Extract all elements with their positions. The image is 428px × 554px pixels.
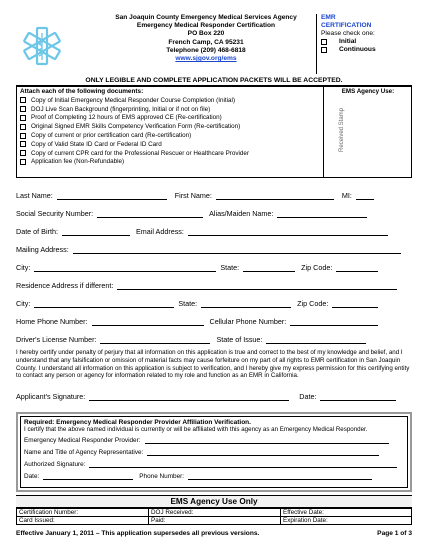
affil-phone-input[interactable] [188,473,372,480]
email-label: Email Address: [135,227,184,236]
attachment-checkbox[interactable] [20,133,26,139]
attachment-label: Copy of Initial Emergency Medical Responder Course Completion (Initial) [31,96,236,104]
mi-input[interactable] [356,192,374,200]
dob-row [16,227,412,236]
zip2-input[interactable] [332,300,378,308]
paid-label: Paid: [151,517,166,524]
applicant-signature-input[interactable] [89,393,289,401]
effective-date-label: Effective Date: [283,509,324,516]
affil-date-input[interactable] [43,473,133,480]
option-initial [321,38,412,46]
agency-use-table [16,508,412,525]
card-issued-label: Card Issued: [19,517,55,524]
city2-row [16,299,412,308]
city-label: City: [16,263,31,272]
agency-name: San Joaquin County Emergency Medical Services Agency [115,14,297,21]
attachment-label: DOJ Live Scan Background (fingerprinting, Initial or if not on file) [31,105,211,113]
representative-input[interactable] [147,449,379,456]
attachment-item [20,158,320,167]
emr-title: EMR [321,14,336,21]
attachment-label: Original Signed EMR Skills Competency Verification Form (Re-certification) [31,123,241,131]
ssn-input[interactable] [97,210,203,218]
affil-date-row [24,473,404,480]
residence-input[interactable] [117,282,397,290]
table-row [17,517,412,525]
authorized-signature-label: Authorized Signature: [24,461,86,469]
attachment-label: Copy of current CPR card for the Professional Rescuer or Healthcare Provider [31,149,250,157]
state-issue-label: State of Issue: [216,335,263,344]
zip-label: Zip Code: [301,263,333,272]
cell-phone-input[interactable] [290,318,378,326]
dob-label: Date of Birth: [16,227,58,236]
attachments-box [16,86,412,178]
attachment-label: Application fee (Non-Refundable) [31,158,125,166]
agency-use-title: EMS Agency Use Only [16,495,412,508]
attachment-item [20,96,320,105]
state2-label: State: [178,299,198,308]
license-input[interactable] [100,336,210,344]
attachment-item [20,105,320,114]
provider-row [24,437,404,444]
attachment-checkbox[interactable] [20,115,26,121]
city2-input[interactable] [34,300,174,308]
state-issue-input[interactable] [266,336,366,344]
affiliation-box [16,412,412,492]
legibility-notice: ONLY LEGIBLE AND COMPLETE APPLICATION PACKETS WILL BE ACCEPTED. [16,77,412,86]
city-input[interactable] [34,264,216,272]
attachment-checkbox[interactable] [20,106,26,112]
attachment-item [20,122,320,131]
star-of-life-logo [20,24,64,68]
po-box: PO Box 220 [187,30,225,38]
affil-phone-label: Phone Number: [139,473,185,481]
last-name-label: Last Name: [16,191,53,200]
first-name-label: First Name: [174,191,212,200]
state-label: State: [220,263,240,272]
affiliation-certify-text: I certify that the above named individual is currently or will be affiliated with this agency as an Emergency Medical Responder. [24,426,368,433]
phone-row [16,317,412,326]
signature-date-label: Date: [299,392,317,401]
agency-use-section [16,495,412,525]
provider-input[interactable] [145,437,389,444]
check-one-prompt: Please check one: [321,30,375,37]
signature-date-input[interactable] [320,393,396,401]
footer [16,530,412,537]
signature-row [16,392,412,401]
alias-input[interactable] [277,210,367,218]
home-phone-label: Home Phone Number: [16,317,88,326]
option-continuous [321,46,412,54]
attachments-list [20,96,320,166]
state-input[interactable] [243,264,295,272]
name-row [16,191,412,200]
dob-input[interactable] [62,228,130,236]
residence-row [16,281,412,290]
emr-certification-box [316,14,412,74]
state2-input[interactable] [201,300,291,308]
attachment-checkbox[interactable] [20,141,26,147]
header [16,14,412,74]
phone-line: Telephone (209) 468-6818 [166,46,246,54]
mi-label: MI: [341,191,352,200]
attachment-label: Copy of current or prior certification card (Re-certification) [31,132,192,140]
mailing-label: Mailing Address: [16,245,69,254]
website-link[interactable]: www.sjgov.org/ems [175,55,237,63]
table-row [17,509,412,517]
attachment-item [20,114,320,123]
city-line: French Camp, CA 95231 [168,38,244,46]
continuous-checkbox[interactable] [321,47,327,53]
received-stamp-label: Received Stamp [339,107,346,153]
affiliation-required-heading: Required: Emergency Medical Responder Provider Affiliation Verification. [24,419,251,426]
first-name-input[interactable] [216,192,334,200]
alias-label: Alias/Maiden Name: [209,209,274,218]
city2-label: City: [16,299,31,308]
residence-label: Residence Address if different: [16,281,114,290]
effective-notice: Effective January 1, 2011 – This application supersedes all previous versions. [16,530,260,537]
attachment-checkbox[interactable] [20,124,26,130]
initial-label: Initial [339,38,357,45]
certification-statement: I hereby certify under penalty of perjury that all information on this application is true and correct to the best of my knowledge and belief, and I understand that any falsification or omission of material facts may cause forfeiture on my part of all rights to EMR certification in San Joaquin County. I understand all information on this application is subject to verification, and I hereby give my express permission for this certifying entity to contact any person or agency for information related to my role and function as an EMR in California. [16,349,410,380]
ssn-label: Social Security Number: [16,209,94,218]
mailing-input[interactable] [73,246,401,254]
representative-row [24,449,404,456]
attachment-checkbox[interactable] [20,97,26,103]
affil-date-label: Date: [24,473,40,481]
program-name: Emergency Medical Responder Certification [136,22,276,30]
attachment-item [20,149,320,158]
attachment-label: Copy of Valid State ID Card or Federal ID Card [31,140,162,148]
ssn-row [16,209,412,218]
representative-label: Name and Title of Agency Representative: [24,449,144,457]
applicant-signature-label: Applicant's Signature: [16,392,86,401]
zip-input[interactable] [336,264,378,272]
provider-label: Emergency Medical Responder Provider: [24,437,141,445]
application-page [16,14,412,542]
page-number: Page 1 of 3 [377,530,412,537]
certification-title: CERTIFICATION [321,22,372,29]
affiliation-inner [20,416,408,488]
license-row [16,335,412,344]
attachments-heading: Attach each of the following documents: [20,88,144,95]
attachment-checkbox[interactable] [20,159,26,165]
license-label: Driver's License Number: [16,335,97,344]
cell-phone-label: Cellular Phone Number: [209,317,287,326]
mailing-row [16,245,412,254]
city-row [16,263,412,272]
initial-checkbox[interactable] [321,39,327,45]
cert-number-label: Certification Number: [19,509,79,516]
ems-agency-use-label: EMS Agency Use: [341,88,395,95]
attachment-item [20,131,320,140]
last-name-input[interactable] [57,192,167,200]
attachment-label: Proof of Completing 12 hours of EMS approved CE (Re-certification) [31,114,222,122]
agency-address-block [86,14,326,63]
continuous-label: Continuous [339,46,376,53]
email-input[interactable] [188,228,388,236]
zip2-label: Zip Code: [297,299,329,308]
ems-agency-use-column [323,87,412,177]
attachment-checkbox[interactable] [20,150,26,156]
home-phone-input[interactable] [92,318,204,326]
authorized-signature-row [24,461,404,468]
doj-received-label: DOJ Received: [151,509,194,516]
expiration-date-label: Expiration Date: [283,517,328,524]
attachment-item [20,140,320,149]
authorized-signature-input[interactable] [89,461,397,468]
